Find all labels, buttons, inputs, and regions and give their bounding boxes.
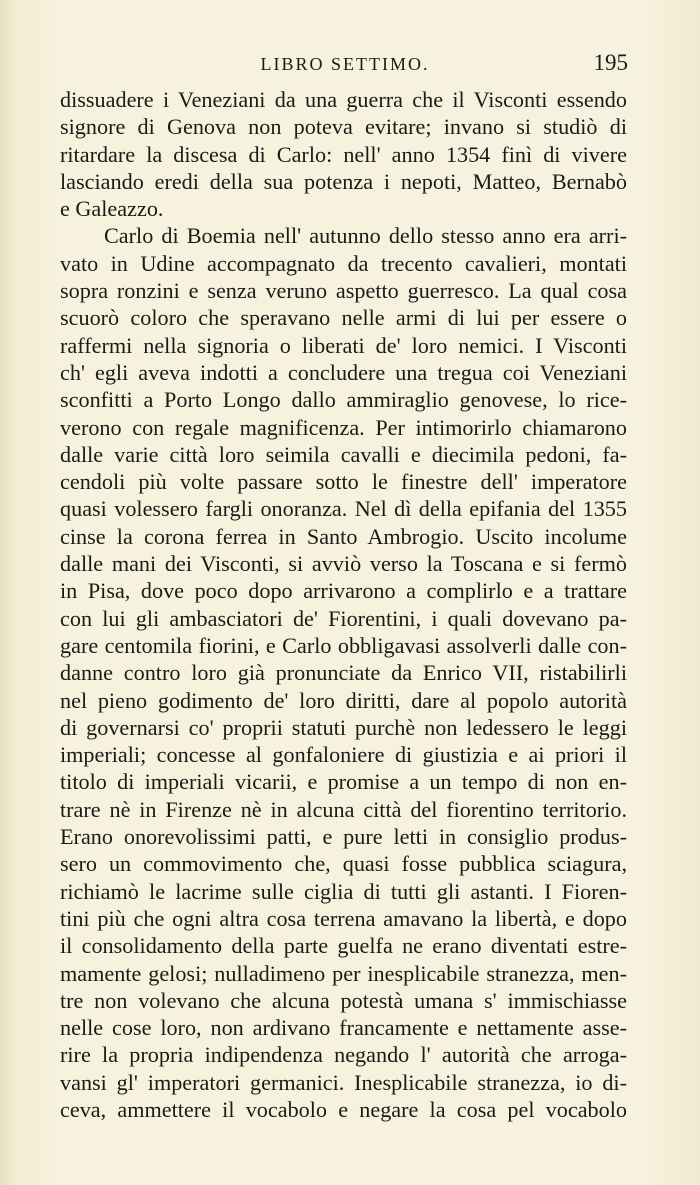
text-line: signore di Genova non poteva evitare; invano si studiò di bbox=[60, 114, 627, 140]
text-line: imperiali; concesse al gonfaloniere di giustizia e ai priori il bbox=[60, 742, 627, 768]
text-line: Erano onorevolissimi patti, e pure letti in consiglio produs- bbox=[60, 824, 627, 850]
page-number: 195 bbox=[593, 50, 628, 75]
text-line: ch' egli aveva indotti a concludere una tregua coi Veneziani bbox=[60, 359, 627, 385]
text-line: danne contro loro già pronunciate da Enrico VII, ristabilirli bbox=[60, 660, 627, 686]
text-line: e Galeazzo. bbox=[60, 196, 164, 222]
text-line: ritardare la discesa di Carlo: nell' anno 1354 finì di vivere bbox=[60, 141, 627, 167]
text-line: sconfitti a Porto Longo dallo ammiraglio genovese, lo rice- bbox=[60, 387, 627, 413]
text-line: verono con regale magnificenza. Per intimorirlo chiamarono bbox=[60, 414, 627, 440]
text-line: scuorò coloro che speravano nelle armi di lui per essere o bbox=[60, 305, 627, 331]
text-line: gare centomila fiorini, e Carlo obbligavasi assolverli dalle con- bbox=[60, 632, 627, 658]
text-line: sero un commovimento che, quasi fosse pubblica sciagura, bbox=[60, 851, 627, 877]
text-line: sopra ronzini e senza veruno aspetto guerresco. La qual cosa bbox=[60, 278, 627, 304]
text-line: quasi volessero fargli onoranza. Nel dì della epifania del 1355 bbox=[60, 496, 627, 522]
text-line: lasciando eredi della sua potenza i nepoti, Matteo, Bernabò bbox=[60, 168, 627, 194]
text-line: titolo di imperiali vicarii, e promise a un tempo di non en- bbox=[60, 769, 627, 795]
text-line: trare nè in Firenze nè in alcuna città del fiorentino territorio. bbox=[60, 796, 627, 822]
text-line: ceva, ammettere il vocabolo e negare la cosa pel vocabolo bbox=[60, 1096, 627, 1122]
text-line: di governarsi co' proprii statuti purchè non ledessero le leggi bbox=[60, 714, 627, 740]
text-line: cendoli più volte passare sotto le finestre dell' imperatore bbox=[60, 469, 627, 495]
text-line: dissuadere i Veneziani da una guerra che il Visconti essendo bbox=[60, 87, 627, 112]
text-line: mamente gelosi; nulladimeno per inesplicabile stranezza, men- bbox=[60, 960, 627, 986]
text-line: il consolidamento della parte guelfa ne erano diventati estre- bbox=[60, 933, 627, 959]
text-line: richiamò le lacrime sulle ciglia di tutti gli astanti. I Fioren- bbox=[60, 878, 627, 904]
page-header bbox=[60, 50, 630, 80]
body-text bbox=[60, 86, 627, 1123]
text-line: nel pieno godimento de' loro diritti, dare al popolo autorità bbox=[60, 687, 627, 713]
text-line: cinse la corona ferrea in Santo Ambrogio. Uscito incolume bbox=[60, 523, 627, 549]
text-line: vansi gl' imperatori germanici. Inesplicabile stranezza, io di- bbox=[60, 1069, 627, 1095]
text-line: tre non volevano che alcuna potestà umana s' immischiasse bbox=[60, 987, 627, 1013]
text-line: vato in Udine accompagnato da trecento cavalieri, montati bbox=[60, 250, 627, 276]
text-line: tini più che ogni altra cosa terrena amavano la libertà, e dopo bbox=[60, 905, 627, 931]
text-line: nelle cose loro, non ardivano francamente e nettamente asse- bbox=[60, 1015, 627, 1041]
text-line: raffermi nella signoria o liberati de' loro nemici. I Visconti bbox=[60, 332, 627, 358]
text-line: Carlo di Boemia nell' autunno dello stesso anno era arri- bbox=[104, 223, 627, 249]
text-line: dalle varie città loro seimila cavalli e diecimila pedoni, fa- bbox=[60, 441, 627, 467]
text-line: con lui gli ambasciatori de' Fiorentini, i quali dovevano pa- bbox=[60, 605, 627, 631]
text-line: rire la propria indipendenza negando l' autorità che arroga- bbox=[60, 1042, 627, 1068]
text-line: in Pisa, dove poco dopo arrivarono a complirlo e a trattare bbox=[60, 578, 627, 604]
running-title: LIBRO SETTIMO. bbox=[260, 54, 430, 74]
text-line: dalle mani dei Visconti, si avviò verso la Toscana e si fermò bbox=[60, 551, 627, 577]
